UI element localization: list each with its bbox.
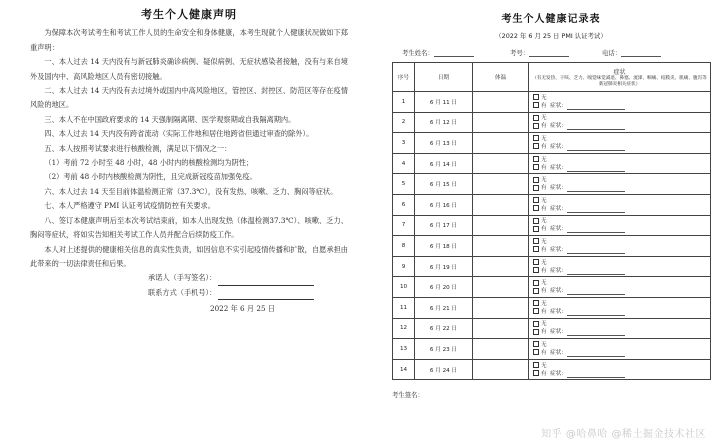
row-symptom-cell <box>529 236 711 257</box>
row-no: 12 <box>393 318 415 339</box>
option-none-label: 无 <box>541 135 547 142</box>
symptom-field[interactable] <box>567 227 625 233</box>
symptom-field[interactable] <box>567 186 625 192</box>
row-no: 5 <box>393 174 415 195</box>
header-symptom <box>529 63 711 92</box>
declaration-paragraph: 本人对上述提供的健康相关信息的真实性负责，如因信息不实引起疫情传播和扩散，自愿承担由此带来的一切法律责任和后果。 <box>30 244 348 268</box>
option-none-label: 无 <box>541 300 547 307</box>
row-temp-cell[interactable] <box>473 112 529 133</box>
option-none <box>533 300 710 308</box>
option-have-label: 有 <box>541 226 547 233</box>
option-have-label: 有 <box>541 143 547 150</box>
symptom-label: 症状： <box>550 226 567 233</box>
checkbox-have[interactable] <box>533 102 539 108</box>
table-body <box>393 92 711 380</box>
row-symptom-cell <box>529 153 711 174</box>
symptom-label: 症状： <box>550 246 567 253</box>
declaration-paragraph: 一、本人过去 14 天内没有与新冠肺炎确诊病例、疑似病例、无症状感染者接触，没有与来自境外及国内中、高风险地区人员有密切接触。 <box>30 57 348 81</box>
option-none <box>533 156 710 164</box>
table-row <box>393 133 711 154</box>
symptom-label: 症状： <box>550 205 567 212</box>
option-have-label: 有 <box>541 267 547 274</box>
option-have <box>533 287 710 295</box>
option-have-label: 有 <box>541 164 547 171</box>
option-none-label: 无 <box>541 362 547 369</box>
symptom-label: 症状： <box>550 288 567 295</box>
row-date: 6 月 18 日 <box>415 236 473 257</box>
row-temp-cell[interactable] <box>473 174 529 195</box>
checkbox-none[interactable] <box>533 341 539 347</box>
row-date: 6 月 13 日 <box>415 133 473 154</box>
symptom-label: 症状： <box>550 185 567 192</box>
checkbox-have[interactable] <box>533 329 539 335</box>
option-have-label: 有 <box>541 370 547 377</box>
option-have-label: 有 <box>541 288 547 295</box>
header-symptom-title: 症状 <box>613 68 626 76</box>
row-date: 6 月 22 日 <box>415 318 473 339</box>
row-no: 3 <box>393 133 415 154</box>
row-no: 8 <box>393 236 415 257</box>
option-have <box>533 349 710 357</box>
row-date: 6 月 17 日 <box>415 215 473 236</box>
row-date: 6 月 24 日 <box>415 359 473 380</box>
row-symptom-cell <box>529 194 711 215</box>
table-row <box>393 277 711 298</box>
row-temp-cell[interactable] <box>473 194 529 215</box>
row-no: 13 <box>393 339 415 360</box>
row-date: 6 月 15 日 <box>415 174 473 195</box>
option-none-label: 无 <box>541 321 547 328</box>
checkbox-have[interactable] <box>533 226 539 232</box>
checkbox-none[interactable] <box>533 280 539 286</box>
table-row <box>393 318 711 339</box>
symptom-field[interactable] <box>567 330 625 336</box>
table-row <box>393 92 711 113</box>
header-symptom-note: （有无发热、干咳、乏力、嗅觉味觉减退、鼻塞、流涕、咽痛、结膜炎、肌痛、腹泻等新冠肺炎相关症状） <box>532 75 707 87</box>
checkbox-none[interactable] <box>533 238 539 244</box>
symptom-label: 症状： <box>550 143 567 150</box>
option-have-label: 有 <box>541 349 547 356</box>
declaration-paragraph: 三、本人不在中国政府要求的 14 天强制隔离期、医学观察期或自我隔离期内。 <box>44 114 296 124</box>
option-none-label: 无 <box>541 177 547 184</box>
option-none-label: 无 <box>541 156 547 163</box>
checkbox-have[interactable] <box>533 370 539 376</box>
contact-field[interactable] <box>218 299 314 300</box>
health-record-table <box>392 62 711 380</box>
declaration-paragraph: 四、本人过去 14 天内没有跨省流动（实际工作地和居住地跨省但通过审查的除外）。 <box>44 129 314 139</box>
option-have-label: 有 <box>541 205 547 212</box>
row-symptom-cell <box>529 133 711 154</box>
option-have <box>533 122 710 130</box>
row-symptom-cell <box>529 297 711 318</box>
row-temp-cell[interactable] <box>473 215 529 236</box>
symptom-field[interactable] <box>567 124 625 130</box>
id-field[interactable] <box>529 49 569 57</box>
row-symptom-cell <box>529 277 711 298</box>
symptom-label: 症状： <box>550 267 567 274</box>
symptom-field[interactable] <box>567 166 625 172</box>
name-field-wrap <box>402 48 474 57</box>
row-symptom-cell <box>529 339 711 360</box>
symptom-field[interactable] <box>567 372 625 378</box>
option-none <box>533 217 710 225</box>
checkbox-have[interactable] <box>533 349 539 355</box>
row-date: 6 月 19 日 <box>415 256 473 277</box>
option-have-label: 有 <box>541 102 547 109</box>
option-have <box>533 184 710 192</box>
option-none <box>533 341 710 349</box>
phone-field-wrap <box>602 48 661 57</box>
declaration-paragraph: 为保障本次考试考生和考试工作人员的生命安全和身体健康，本考生现就个人健康状况做如下郑重声明： <box>30 28 348 52</box>
signature-label: 承诺人（手写签名）： <box>148 273 217 283</box>
option-none <box>533 94 710 102</box>
declaration-paragraph: （1）考前 72 小时至 48 小时，48 小时内的核酸检测均为阴性； <box>44 158 254 168</box>
option-none-label: 无 <box>541 341 547 348</box>
checkbox-none[interactable] <box>533 94 539 100</box>
id-label: 考号： <box>510 49 530 57</box>
option-have-label: 有 <box>541 123 547 130</box>
row-symptom-cell <box>529 112 711 133</box>
health-declaration <box>30 8 348 440</box>
table-row <box>393 256 711 277</box>
checkbox-none[interactable] <box>533 218 539 224</box>
row-symptom-cell <box>529 215 711 236</box>
checkbox-none[interactable] <box>533 197 539 203</box>
symptom-field[interactable] <box>567 310 625 316</box>
record-subtitle: （2022 年 6 月 25 日 PMI 认证考试） <box>495 32 607 40</box>
option-have <box>533 370 710 378</box>
row-no: 7 <box>393 215 415 236</box>
checkbox-none[interactable] <box>533 362 539 368</box>
name-label: 考生姓名： <box>402 49 434 57</box>
checkbox-have[interactable] <box>533 164 539 170</box>
declaration-paragraph: 二、本人过去 14 天内没有去过境外或国内中高风险地区，管控区、封控区、防范区等存在疫情风险的地区。 <box>30 86 348 110</box>
row-temp-cell[interactable] <box>473 153 529 174</box>
phone-label: 电话： <box>602 49 622 57</box>
row-temp-cell[interactable] <box>473 318 529 339</box>
row-no: 14 <box>393 359 415 380</box>
row-symptom-cell <box>529 256 711 277</box>
symptom-label: 症状： <box>550 329 567 336</box>
row-date: 6 月 21 日 <box>415 297 473 318</box>
symptom-label: 症状： <box>550 102 567 109</box>
symptom-field[interactable] <box>567 269 625 275</box>
option-have-label: 有 <box>541 308 547 315</box>
symptom-field[interactable] <box>567 145 625 151</box>
health-record-form <box>392 10 710 440</box>
option-none <box>533 362 710 370</box>
symptom-label: 症状： <box>550 370 567 377</box>
checkbox-none[interactable] <box>533 321 539 327</box>
table-row <box>393 339 711 360</box>
checkbox-none[interactable] <box>533 156 539 162</box>
signature-line <box>30 271 348 285</box>
contact-label: 联系方式（手机号）： <box>148 287 217 297</box>
option-none <box>533 279 710 287</box>
option-have <box>533 102 710 110</box>
name-field[interactable] <box>434 49 474 57</box>
declaration-paragraph: 八、签订本健康声明后至本次考试结束前，如本人出现发热（体温检测37.3℃）、咳嗽、乏力、胸闷等症状，将如实告知相关考试工作人员并配合后续防疫工作。 <box>30 215 348 240</box>
checkbox-none[interactable] <box>533 300 539 306</box>
option-none <box>533 114 710 122</box>
row-no: 10 <box>393 277 415 298</box>
checkbox-none[interactable] <box>533 259 539 265</box>
row-temp-cell[interactable] <box>473 256 529 277</box>
option-none <box>533 197 710 205</box>
row-temp-cell[interactable] <box>473 92 529 113</box>
row-date: 6 月 16 日 <box>415 194 473 215</box>
checkbox-none[interactable] <box>533 115 539 121</box>
option-none-label: 无 <box>541 259 547 266</box>
symptom-label: 症状： <box>550 308 567 315</box>
row-no: 4 <box>393 153 415 174</box>
option-have-label: 有 <box>541 246 547 253</box>
checkbox-have[interactable] <box>533 246 539 252</box>
option-none-label: 无 <box>541 94 547 101</box>
row-no: 6 <box>393 194 415 215</box>
checkbox-have[interactable] <box>533 288 539 294</box>
contact-line <box>30 286 348 300</box>
record-title: 考生个人健康记录表 <box>501 14 601 25</box>
option-have <box>533 246 710 254</box>
option-have <box>533 225 710 233</box>
option-none-label: 无 <box>541 197 547 204</box>
declaration-paragraph: 五、本人按照考试要求进行核酸检测，满足以下情况之一： <box>44 143 232 153</box>
row-temp-cell[interactable] <box>473 339 529 360</box>
declaration-body <box>30 26 348 271</box>
row-date: 6 月 23 日 <box>415 339 473 360</box>
table-row <box>393 359 711 380</box>
option-none <box>533 238 710 246</box>
row-temp-cell[interactable] <box>473 277 529 298</box>
row-symptom-cell <box>529 174 711 195</box>
table-row <box>393 236 711 257</box>
symptom-field[interactable] <box>567 289 625 295</box>
checkbox-none[interactable] <box>533 135 539 141</box>
table-header-row <box>393 63 711 92</box>
checkbox-have[interactable] <box>533 308 539 314</box>
record-signature <box>392 390 710 399</box>
option-none-label: 无 <box>541 218 547 225</box>
symptom-label: 症状： <box>550 123 567 130</box>
row-no: 1 <box>393 92 415 113</box>
table-row <box>393 153 711 174</box>
table-row <box>393 215 711 236</box>
checkbox-have[interactable] <box>533 267 539 273</box>
checkbox-have[interactable] <box>533 123 539 129</box>
table-row <box>393 194 711 215</box>
checkbox-have[interactable] <box>533 143 539 149</box>
row-symptom-cell <box>529 318 711 339</box>
option-have <box>533 205 710 213</box>
phone-field[interactable] <box>621 49 661 57</box>
declaration-title: 考生个人健康声明 <box>141 8 237 21</box>
table-row <box>393 174 711 195</box>
row-temp-cell[interactable] <box>473 359 529 380</box>
symptom-field[interactable] <box>567 248 625 254</box>
option-none <box>533 259 710 267</box>
option-have <box>533 164 710 172</box>
symptom-field[interactable] <box>567 207 625 213</box>
row-date: 6 月 20 日 <box>415 277 473 298</box>
header-temp: 体温 <box>473 63 529 92</box>
header-date: 日期 <box>415 63 473 92</box>
declaration-paragraph: （2）考前 48 小时内核酸检测为阴性，且完成新冠疫苗加强免疫。 <box>44 172 257 182</box>
id-field-wrap <box>510 48 569 57</box>
table-row <box>393 112 711 133</box>
record-info-fields <box>392 46 710 62</box>
symptom-field[interactable] <box>567 351 625 357</box>
symptom-label: 症状： <box>550 349 567 356</box>
declaration-paragraph: 六、本人过去 14 天至目前体温检测正常（37.3℃），没有发热、咳嗽、乏力、胸闷等症状。 <box>44 186 338 196</box>
option-have-label: 有 <box>541 329 547 336</box>
record-sign-label: 考生签名： <box>392 391 424 400</box>
row-no: 9 <box>393 256 415 277</box>
row-no: 11 <box>393 297 415 318</box>
row-date: 6 月 12 日 <box>415 112 473 133</box>
row-symptom-cell <box>529 92 711 113</box>
row-date: 6 月 14 日 <box>415 153 473 174</box>
option-none-label: 无 <box>541 280 547 287</box>
declaration-paragraph: 七、本人严格遵守 PMI 认证考试疫情防控有关要求。 <box>44 201 215 211</box>
checkbox-have[interactable] <box>533 185 539 191</box>
option-have <box>533 328 710 336</box>
option-none <box>533 135 710 143</box>
option-none-label: 无 <box>541 115 547 122</box>
checkbox-have[interactable] <box>533 205 539 211</box>
option-none-label: 无 <box>541 238 547 245</box>
row-temp-cell[interactable] <box>473 133 529 154</box>
table-row <box>393 297 711 318</box>
symptom-field[interactable] <box>567 104 625 110</box>
header-no: 序号 <box>393 63 415 92</box>
row-symptom-cell <box>529 359 711 380</box>
option-have <box>533 267 710 275</box>
option-none <box>533 320 710 328</box>
option-none <box>533 176 710 184</box>
row-no: 2 <box>393 112 415 133</box>
declaration-date: 2022 年 6 月 25 日 <box>210 304 275 314</box>
row-date: 6 月 11 日 <box>415 92 473 113</box>
row-temp-cell[interactable] <box>473 236 529 257</box>
option-have <box>533 143 710 151</box>
option-have-label: 有 <box>541 185 547 192</box>
row-temp-cell[interactable] <box>473 297 529 318</box>
checkbox-none[interactable] <box>533 177 539 183</box>
watermark: 知乎 @哈鼻哈 @稀土掘金技术社区 <box>541 429 706 440</box>
option-have <box>533 308 710 316</box>
symptom-label: 症状： <box>550 164 567 171</box>
